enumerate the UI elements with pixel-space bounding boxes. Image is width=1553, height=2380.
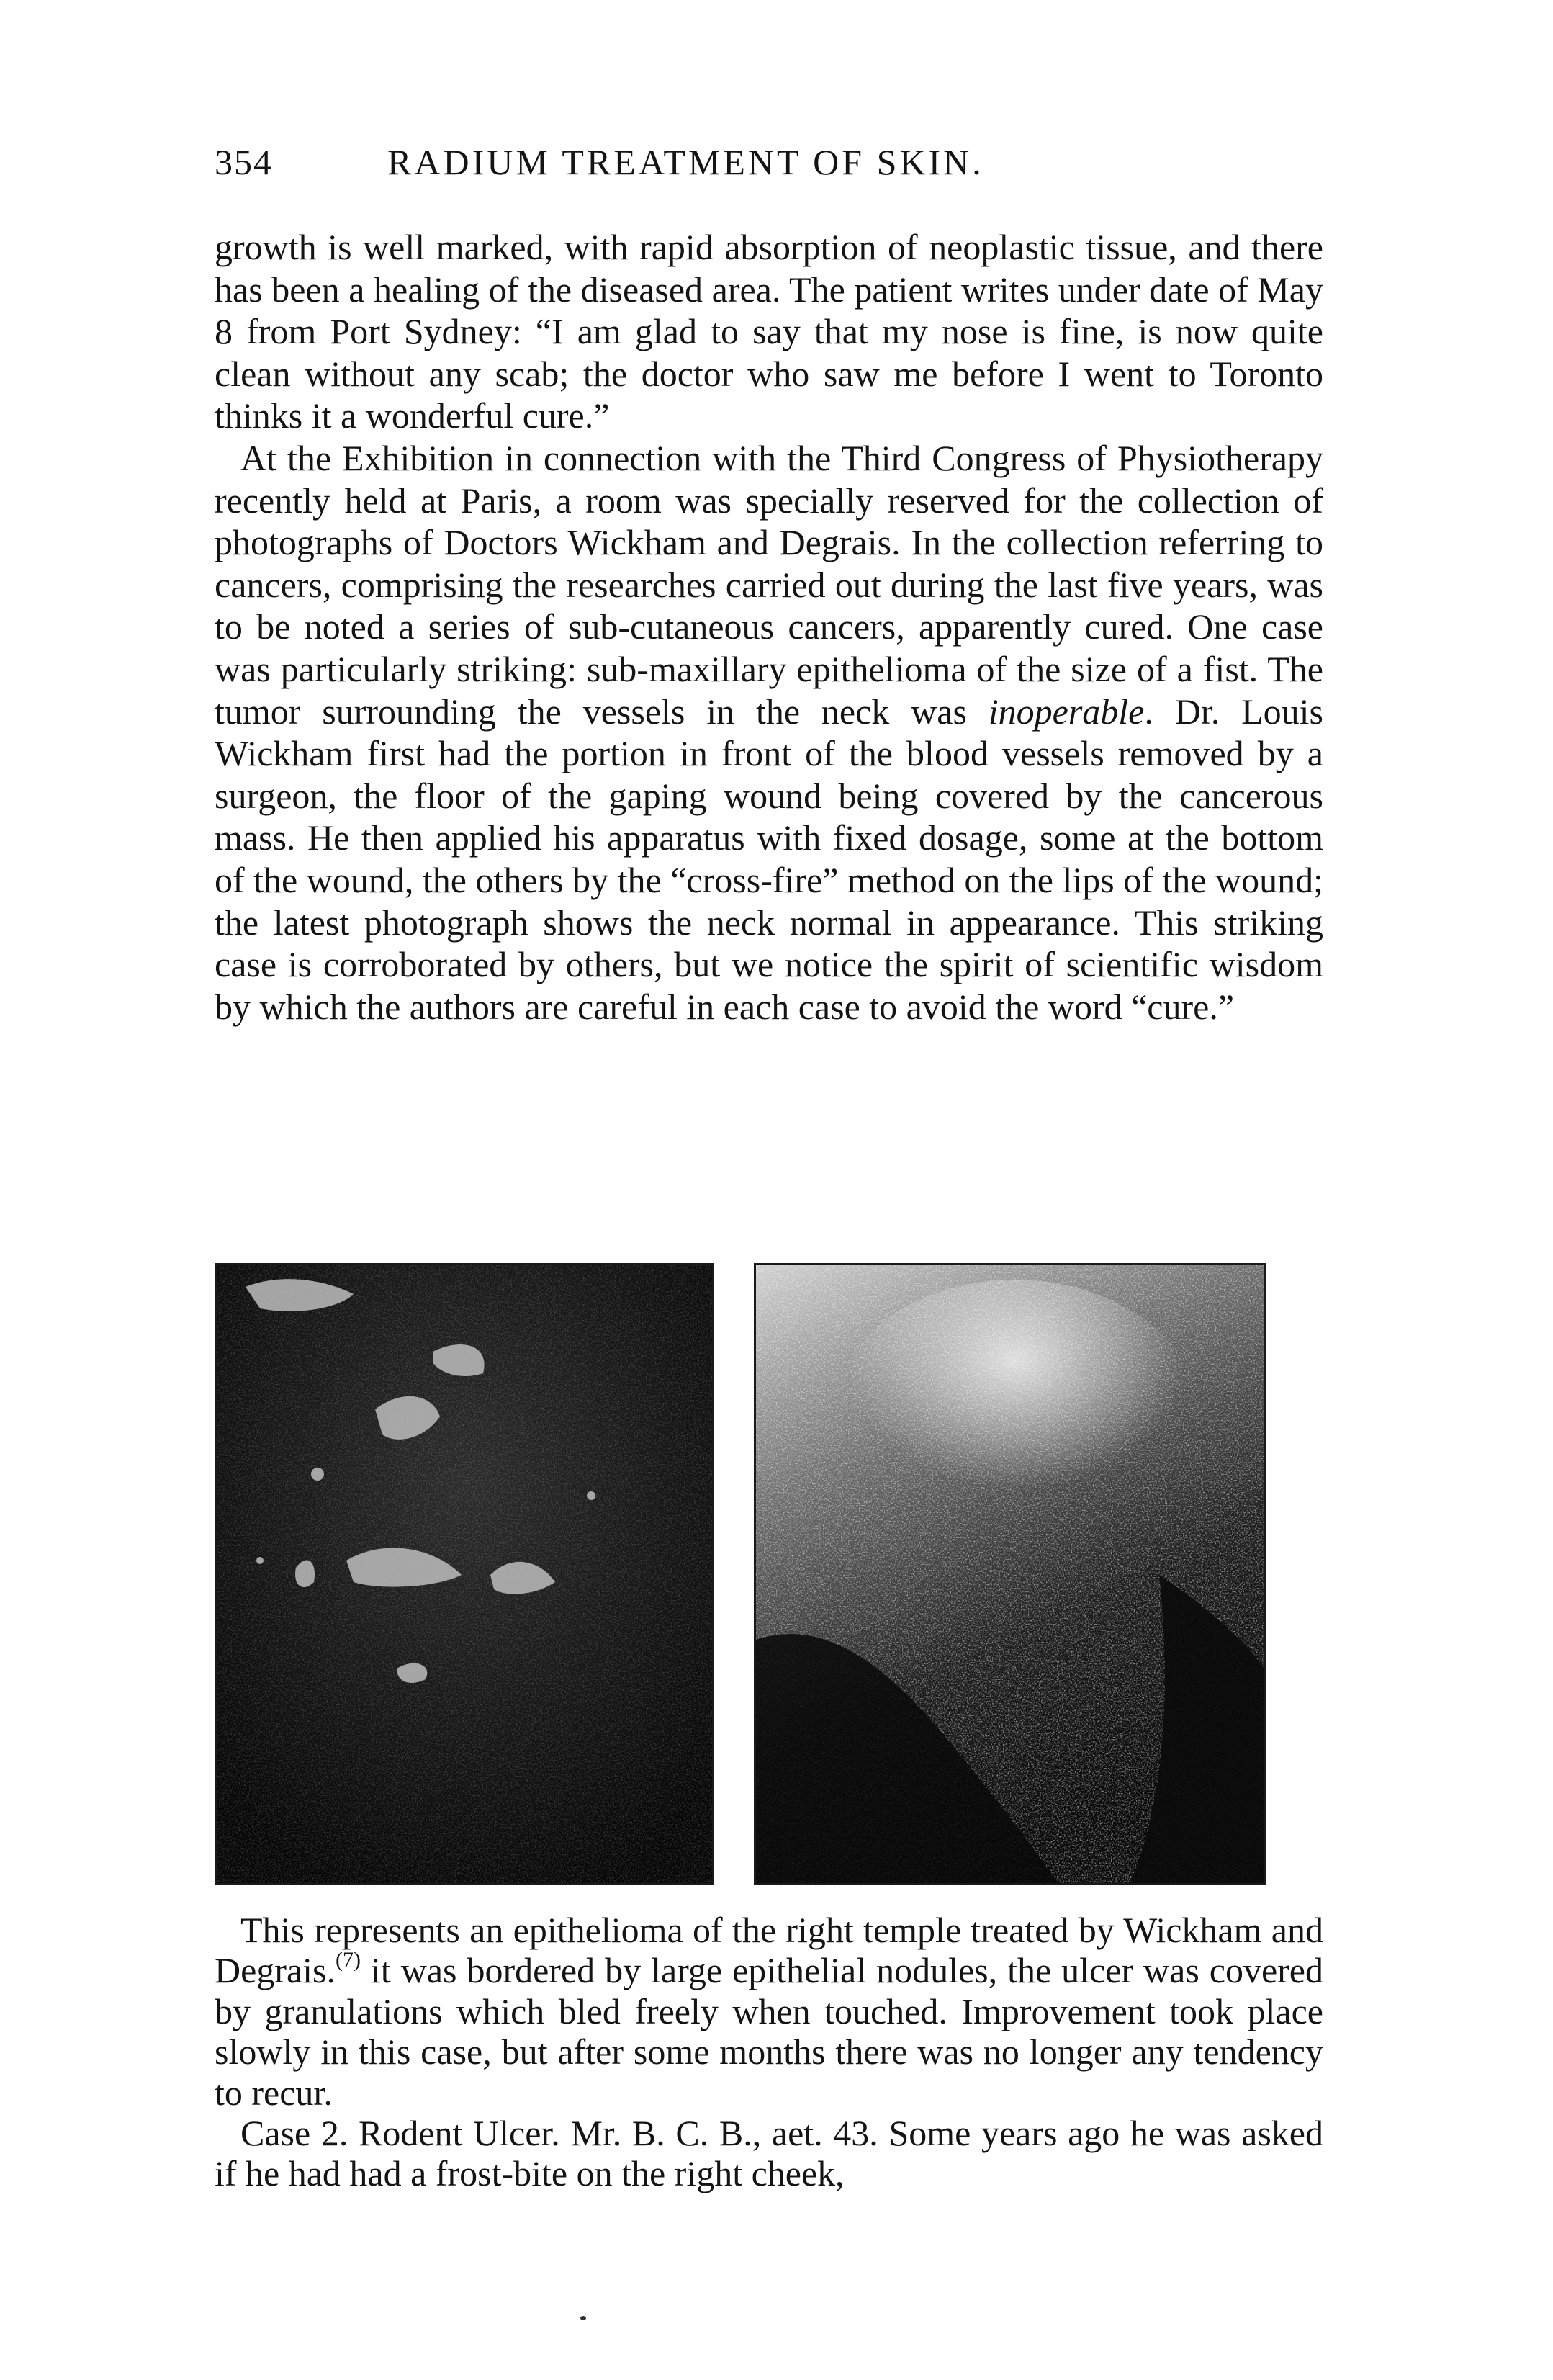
photo-after-image xyxy=(756,1265,1264,1883)
body-text-bottom xyxy=(215,1910,1323,2194)
paragraph-exhibition-part1: At the Exhibition in connection with the Third Congress of Physiotherapy recently held at Paris, a room was specially reserved for the collection of photographs of Doctors Wickham and Degrais. In the collection referring to cancers, comprising the researches carried out during the last five years, was to be noted a series of sub-cutaneous cancers, apparently cured. One case was particularly striking: sub-maxillary epithelioma of the size of a fist. The tumor surrounding the vessels in the neck was xyxy=(215,437,1323,732)
paragraph-caption xyxy=(215,1910,1323,2113)
figure-photo-before xyxy=(215,1263,714,1885)
paragraph-exhibition xyxy=(215,437,1323,1028)
paragraph-case-2: Case 2. Rodent Ulcer. Mr. B. C. B., aet. 43. Some years ago he was asked if he had had a frost-bite on the right cheek, xyxy=(215,2113,1323,2194)
footnote-reference: (7) xyxy=(336,1948,361,1972)
paragraph-caption-part2: it was bordered by large epithelial nodules, the ulcer was covered by granulations which bled freely when touched. Improvement took place slowly in this case, but after some months there was no longer any tendency to recur. xyxy=(215,1950,1323,2113)
paragraph-exhibition-part2: . Dr. Louis Wickham first had the portion in front of the blood vessels removed by a surgeon, the floor of the gaping wound being covered by the cancerous mass. He then applied his apparatus with fixed dosage, some at the bottom of the wound, the others by the “cross-fire” method on the lips of the wound; the latest photograph shows the neck normal in appearance. This striking case is corroborated by others, but we notice the spirit of scientific wisdom by which the authors are careful in each case to avoid the word “cure.” xyxy=(215,691,1323,1027)
paragraph-continuation: growth is well marked, with rapid absorption of neoplastic tissue, and there has been a healing of the diseased area. The patient writes under date of May 8 from Port Sydney: “I am glad to say that my nose is fine, is now quite clean without any scab; the doctor who saw me before I went to Toronto thinks it a wonderful cure.” xyxy=(215,227,1323,436)
page-number: 354 xyxy=(215,142,273,182)
running-head xyxy=(215,141,1323,199)
photo-before-image xyxy=(217,1265,712,1883)
body-text-top xyxy=(215,226,1323,1028)
paragraph-caption-part1: This represents an epithelioma of the right temple treated by Wickham and Degrais. xyxy=(215,1910,1323,1991)
italic-inoperable: inoperable xyxy=(988,691,1145,732)
print-speck xyxy=(580,2316,586,2320)
running-title: RADIUM TREATMENT OF SKIN. xyxy=(387,142,984,182)
figure-photo-after xyxy=(754,1263,1266,1885)
